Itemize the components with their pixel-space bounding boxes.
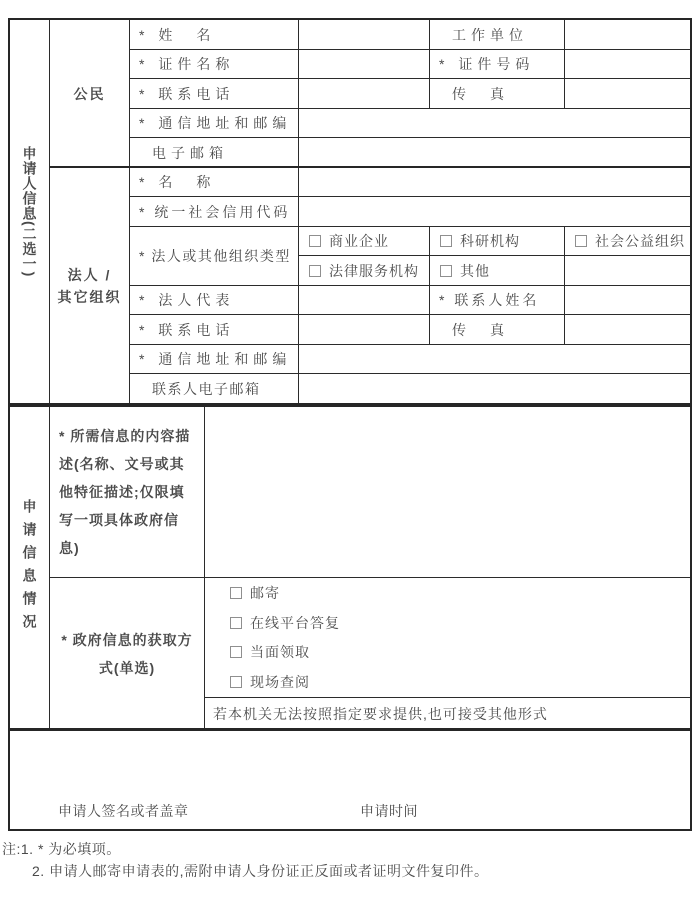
org-contact-name-label: * 联系人姓名 — [430, 286, 565, 315]
org-type-option-public-welfare[interactable] — [565, 227, 690, 256]
org-contact-email-label: 联系人电子邮箱 — [130, 374, 299, 404]
citizen-email-label: 电子邮箱 — [130, 138, 299, 168]
section2-vertical-header-text: 申请信息情况 — [21, 499, 38, 637]
footnote-1: 注:1. * 为必填项。 — [2, 841, 121, 857]
checkbox-label: 其他 — [460, 262, 490, 279]
checkbox-label: 法律服务机构 — [329, 262, 419, 279]
delivery-label: * 政府信息的获取方式(单选) — [61, 631, 193, 676]
citizen-fax-label: 传 真 — [430, 79, 565, 109]
section1-vertical-header — [10, 20, 50, 404]
signature-area[interactable] — [10, 730, 690, 829]
org-type-option-research[interactable] — [430, 227, 565, 256]
content-desc-input[interactable] — [205, 407, 690, 578]
citizen-work-unit-label: 工作单位 — [430, 20, 565, 50]
citizen-cert-no-label: * 证件号码 — [430, 50, 565, 79]
org-fax-input[interactable] — [565, 315, 690, 345]
checkbox-icon — [440, 265, 452, 277]
checkbox-icon — [309, 265, 321, 277]
organization-group-line2: 其它组织 — [57, 288, 122, 305]
org-phone-label: * 联系电话 — [130, 315, 299, 345]
citizen-phone-input[interactable] — [299, 79, 430, 109]
checkbox-label: 当面领取 — [250, 644, 310, 661]
content-desc-label-cell — [50, 407, 205, 578]
signature-divider — [10, 728, 690, 731]
checkbox-label: 商业企业 — [329, 233, 389, 249]
delivery-option-onsite[interactable] — [205, 667, 690, 697]
delivery-option-pickup[interactable] — [205, 638, 690, 668]
section1-vertical-header-text: 申请人信息(二选一) — [21, 145, 38, 278]
checkbox-icon — [230, 587, 242, 599]
org-type-option-legal-service[interactable] — [299, 256, 430, 286]
org-address-input[interactable] — [299, 345, 690, 374]
checkbox-icon — [230, 676, 242, 688]
citizen-work-unit-input[interactable] — [565, 20, 690, 50]
org-address-label: * 通信地址和邮编 — [130, 345, 299, 374]
content-desc-label: * 所需信息的内容描述(名称、文号或其他特征描述;仅限填写一项具体政府信息) — [59, 428, 191, 556]
checkbox-label: 科研机构 — [460, 233, 520, 249]
organization-group-line1: 法人 / — [67, 266, 112, 283]
checkbox-icon — [230, 646, 242, 658]
checkbox-label: 社会公益组织 — [595, 233, 685, 249]
footnote-2: 2. 申请人邮寄申请表的,需附申请人身份证正反面或者证明文件复印件。 — [32, 863, 489, 879]
organization-group-label — [50, 168, 130, 404]
citizen-organization-divider — [50, 166, 690, 168]
application-time-label: 申请时间 — [360, 803, 418, 819]
org-type-label: * 法人或其他组织类型 — [130, 227, 299, 286]
citizen-cert-name-input[interactable] — [299, 50, 430, 79]
citizen-cert-name-label: * 证件名称 — [130, 50, 299, 79]
checkbox-icon — [230, 617, 242, 629]
form-table — [8, 18, 692, 831]
org-contact-name-input[interactable] — [565, 286, 690, 315]
org-credit-code-input[interactable] — [299, 197, 690, 227]
org-name-label: * 名 称 — [130, 168, 299, 197]
org-fax-label: 传 真 — [430, 315, 565, 345]
checkbox-label: 现场查阅 — [250, 674, 310, 691]
checkbox-icon — [575, 235, 587, 247]
org-name-input[interactable] — [299, 168, 690, 197]
signature-label: 申请人签名或者盖章 — [58, 803, 189, 819]
delivery-options-cell — [205, 578, 690, 698]
section2-vertical-header — [10, 407, 50, 730]
citizen-name-label: * 姓 名 — [130, 20, 299, 50]
org-contact-email-input[interactable] — [299, 374, 690, 404]
delivery-option-online[interactable] — [205, 608, 690, 638]
checkbox-label: 邮寄 — [250, 584, 280, 601]
citizen-cert-no-input[interactable] — [565, 50, 690, 79]
section-divider — [10, 403, 690, 407]
citizen-fax-input[interactable] — [565, 79, 690, 109]
checkbox-label: 在线平台答复 — [250, 614, 340, 631]
citizen-address-input[interactable] — [299, 109, 690, 138]
org-phone-input[interactable] — [299, 315, 430, 345]
org-credit-code-label: * 统一社会信用代码 — [130, 197, 299, 227]
org-legal-rep-label: * 法人代表 — [130, 286, 299, 315]
delivery-option-mail[interactable] — [205, 578, 690, 608]
citizen-email-input[interactable] — [299, 138, 690, 168]
org-type-option-other[interactable] — [430, 256, 565, 286]
citizen-name-input[interactable] — [299, 20, 430, 50]
org-legal-rep-input[interactable] — [299, 286, 430, 315]
checkbox-icon — [309, 235, 321, 247]
citizen-address-label: * 通信地址和邮编 — [130, 109, 299, 138]
citizen-group-label: 公民 — [50, 20, 130, 168]
org-type-option-commercial[interactable] — [299, 227, 430, 256]
checkbox-icon — [440, 235, 452, 247]
fallback-note: 若本机关无法按照指定要求提供,也可接受其他形式 — [205, 698, 690, 730]
org-type-empty-cell — [565, 256, 690, 286]
delivery-label-cell — [50, 578, 205, 730]
citizen-phone-label: * 联系电话 — [130, 79, 299, 109]
